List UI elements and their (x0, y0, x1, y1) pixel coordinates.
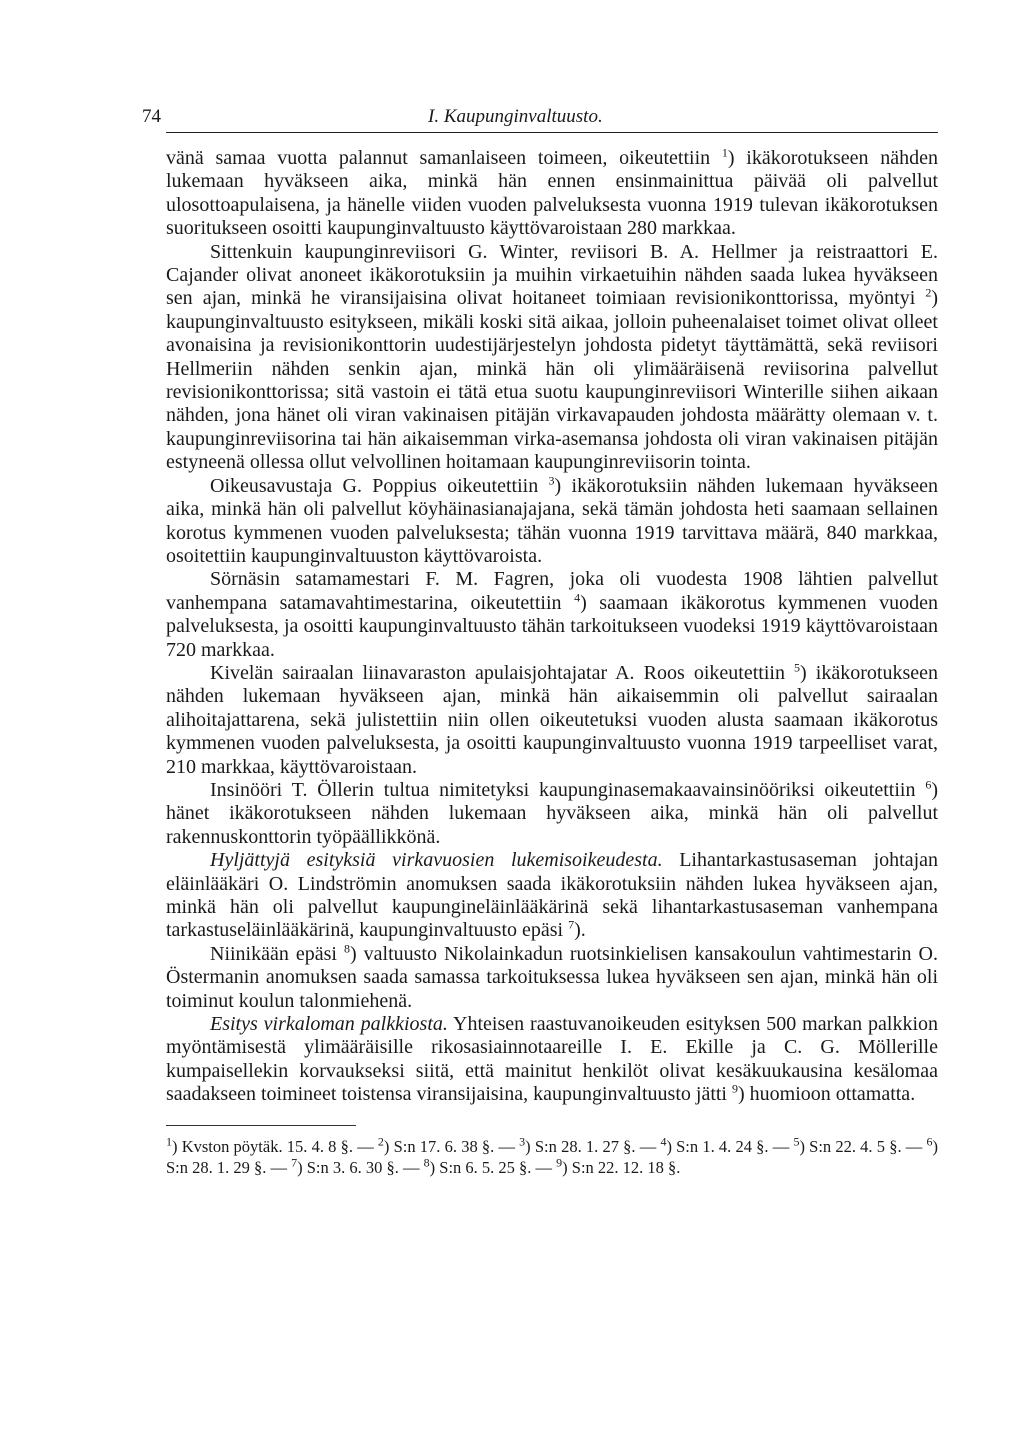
footnote-number: 4 (660, 1134, 667, 1149)
text-run: vänä samaa vuotta palannut samanlaiseen toimeen, oikeutettiin (166, 147, 722, 169)
footnotes (166, 1136, 938, 1178)
footnote-text: ) S:n 6. 5. 25 §. — (429, 1157, 557, 1177)
page-number: 74 (142, 106, 161, 127)
footnote-text: ) S:n 3. 6. 30 §. — (297, 1157, 424, 1177)
page-header (142, 92, 938, 133)
footnote-number: 2 (377, 1134, 384, 1149)
footnote-text: ) S:n 28. 1. 29 §. — (166, 1136, 938, 1177)
footnote-ref: 3 (548, 473, 555, 488)
footnote-number: 6 (926, 1134, 933, 1149)
footnote-number: 5 (793, 1134, 800, 1149)
footnote-number: 9 (556, 1155, 563, 1170)
text-run: Sörnäsin satamamestari F. M. Fagren, joka oli vuodesta 1908 lähtien palvellut vanhempana satamavahtimestarina, oikeutettiin (166, 568, 938, 614)
text-run: Sittenkuin kaupunginreviisori G. Winter, reviisori B. A. Hellmer ja reistraattori E. Cajander olivat anoneet ikäkorotuksiin ja muihin virkaetuihin nähden saada lukea hyväkseen sen ajan, minkä he viransijaisina olivat hoitaneet toimiaan revisionikonttorissa, myöntyi (166, 240, 938, 310)
page (142, 92, 939, 1178)
footnote-number: 3 (519, 1134, 526, 1149)
paragraph (166, 147, 938, 241)
footnote-text: ) S:n 22. 4. 5 §. — (799, 1136, 927, 1156)
footnote-ref: 5 (794, 660, 801, 675)
text-run: ) ikäkorotukseen nähden lukemaan hyväkseen ajan, minkä hän aikaisemmin oli palvellut sairaalan alihoitajattarena, sekä julistettiin niin ollen oikeutetuksi vuoden alusta saamaan ikäkorotus kymmenen vuoden palveluksesta, ja osoitti kaupunginvaltuusto vuonna 1919 tarpeelliset varat, 210 markkaa, käyttövaroistaan. (166, 661, 938, 778)
text-run: ) hänet ikäkorotukseen nähden lukemaan hyväkseen aika, minkä hän oli palvellut rakennuskonttorin työpäällikkönä. (166, 778, 938, 848)
text-run: ) ikäkorotukseen nähden lukemaan hyväkseen aika, minkä hän ennen ensinmainittua päivää oli palvellut ulosottoapulaisena, ja hänelle viiden vuoden palveluksesta vuonna 1919 tulevan ikäkorotuksen suoritukseen osoitti kaupunginvaltuusto käyttövaroistaan 280 markkaa. (166, 147, 938, 240)
text-run: ). (574, 919, 586, 942)
section-heading: Hyljättyjä esityksiä virkavuosien lukemisoikeudesta. (210, 849, 663, 872)
footnote-text: ) S:n 22. 12. 18 §. (562, 1157, 681, 1177)
text-run: Yhteisen raastuvanoikeuden esityksen 500 markan palkkion myöntämisestä ylimääräisille rikosasiainnotaareille I. E. Ekille ja C. G. Möllerille kumpaisellekin korvaukseksi siitä, että mainitut henkilöt olivat kesäkuukausina kesälomaa saadakseen toimineet toistensa viransijaisina, kaupunginvaltuusto jätti (166, 1013, 939, 1106)
paragraph (166, 241, 938, 475)
footnote-ref: 4 (574, 590, 581, 605)
footnote-ref: 6 (925, 777, 932, 792)
text-run: ) valtuusto Nikolainkadun ruotsinkielisen kansakoulun vahtimestarin O. Östermanin anomuksen saada samassa tarkoituksessa lukea hyväkseen sen ajan, minkä hän oli toiminut koulun talonmiehenä. (166, 942, 938, 1012)
text-run: Insinööri T. Öllerin tultua nimitetyksi kaupunginasemakaavainsinööriksi oikeutettiin (210, 778, 926, 801)
footnote-ref: 7 (568, 917, 575, 932)
footnote-ref: 1 (721, 145, 728, 160)
section-heading: Esitys virkaloman palkkiosta. (210, 1013, 448, 1036)
footnote-number: 1 (166, 1134, 172, 1149)
footnote-ref: 2 (925, 285, 932, 300)
text-run: Oikeusavustaja G. Poppius oikeutettiin (210, 474, 549, 497)
paragraph (166, 1013, 938, 1107)
text-run: ) saamaan ikäkorotus kymmenen vuoden palveluksesta, ja osoitti kaupunginvaltuusto tähän tarkoitukseen vuodeksi 1919 käyttövaroistaan 720 markkaa. (166, 591, 939, 661)
text-run: ) huomioon ottamatta. (738, 1083, 916, 1106)
footnote-ref: 9 (732, 1081, 738, 1096)
footnote-text: ) S:n 28. 1. 27 §. — (525, 1136, 661, 1156)
footnote-rule (166, 1125, 356, 1126)
paragraph (166, 849, 938, 943)
paragraph (166, 475, 938, 569)
footnote-number: 7 (291, 1155, 298, 1170)
footnote-number: 8 (423, 1155, 430, 1170)
text-run: Lihantarkastusaseman johtajan eläinlääkäri O. Lindströmin anomuksen saada ikäkorotuksiin nähden lukea hyväkseen ajan, minkä hän oli palvellut kaupungineläinlääkärinä sekä lihantarkastusaseman vanhempana tarkastuseläinlääkärinä, kaupunginvaltuusto epäsi (166, 849, 938, 942)
footnote-text: ) S:n 1. 4. 24 §. — (666, 1136, 794, 1156)
footnote-ref: 8 (343, 941, 350, 956)
text-run: ) ikäkorotuksiin nähden lukemaan hyväkseen aika, minkä hän oli palvellut köyhäinasianajajana, sekä tämän johdosta heti saamaan sellainen korotus kymmenen vuoden palveluksesta; tähän vuonna 1919 tarvittava määrä, 840 markkaa, osoitettiin kaupunginvaltuuston käyttövaroista. (166, 474, 938, 567)
paragraph (166, 943, 938, 1013)
paragraph (166, 779, 938, 849)
paragraph (166, 662, 938, 779)
running-title: I. Kaupunginvaltuusto. (428, 106, 603, 127)
paragraph (166, 568, 938, 662)
text-run: Niinikään epäsi (210, 942, 344, 965)
text-run: ) kaupunginvaltuusto esitykseen, mikäli koski sitä aikaa, jolloin puheenalaiset toimet olivat olleet avonaisina ja revisionikonttorin uudestijärjestelyn johdosta pidetyt täyttämättä, sekä reviisori Hellmeriin nähden senkin ajan, minkä hän oli ylimääräisenä reviisorina palvellut revisionikonttorissa; sitä vastoin ei tätä etua suotu kaupunginreviisori Winterille siihen aikaan nähden, jona hänet oli viran vakinaisen pitäjän virkavapauden johdosta määrätty olemaan v. t. kaupunginreviisorina tai hän aikaisemman virka-asemansa johdosta oli viran vakinaisen pitäjän estyneenä ollessa ollut velvollinen hoitamaan kaupunginreviisorin tointa. (166, 287, 938, 474)
body-text (166, 147, 938, 1107)
footnote-text: ) Kvston pöytäk. 15. 4. 8 §. — (172, 1136, 378, 1156)
text-run: Kivelän sairaalan liinavaraston apulaisjohtajatar A. Roos oikeutettiin (210, 661, 795, 684)
footnote-text: ) S:n 17. 6. 38 §. — (383, 1136, 520, 1156)
